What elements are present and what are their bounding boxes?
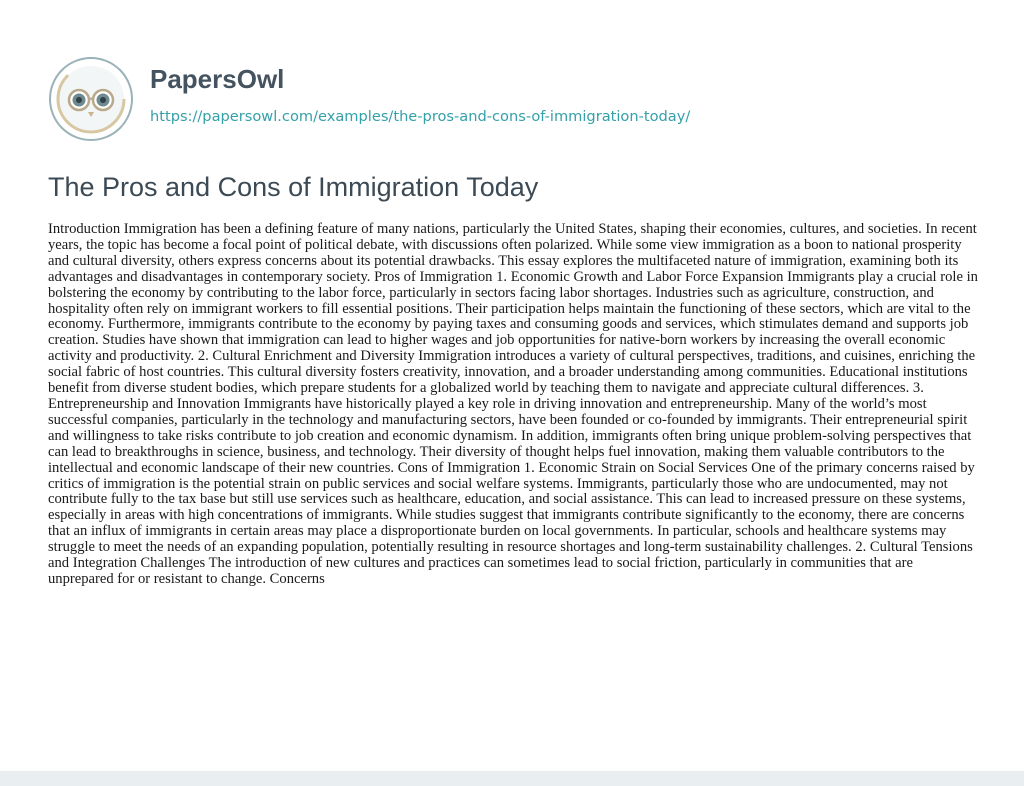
essay-body-text: Introduction Immigration has been a defining feature of many nations, particularly the United States, shaping their economies, cultures, and societies. In recent years, the topic has become a focal point of political debate, with discussions often polarized. While some view immigration as a boon to national prosperity and cultural diversity, others express concerns about its potential drawbacks. This essay explores the multifaceted nature of immigration, examining both its advantages and disadvantages in contemporary society. Pros of Immigration 1. Economic Growth and Labor Force Expansion Immigrants play a crucial role in bolstering the economy by contributing to the labor force, particularly in sectors facing labor shortages. Industries such as agriculture, construction, and hospitality often rely on immigrant workers to fill essential positions. Their participation helps maintain the functioning of these sectors, which are vital to the economy. Furthermore, immigrants contribute to the economy by paying taxes and consuming goods and services, which stimulates demand and supports job creation. Studies have shown that immigration can lead to higher wages and job opportunities for native-born workers by increasing the overall economic activity and productivity. 2. Cultural Enrichment and Diversity Immigration introduces a variety of cultural perspectives, traditions, and cuisines, enriching the social fabric of host countries. This cultural diversity fosters creativity, innovation, and a broader understanding among communities. Educational institutions benefit from diverse student bodies, which prepare students for a globalized world by teaching them to navigate and appreciate cultural differences. 3. Entrepreneurship and Innovation Immigrants have historically played a key role in driving innovation and entrepreneurship. Many of the world’s most successful companies, particularly in the technology and manufacturing sectors, have been founded or co-founded by immigrants. Their entrepreneurial spirit and willingness to take risks contribute to job creation and economic dynamism. In addition, immigrants often bring unique problem-solving perspectives that can lead to breakthroughs in science, business, and technology. Their diversity of thought helps fuel innovation, making them valuable contributors to the intellectual and economic landscape of their new countries. Cons of Immigration 1. Economic Strain on Social Services One of the primary concerns raised by critics of immigration is the potential strain on public services and social welfare systems. Immigrants, particularly those who are undocumented, may not contribute fully to the tax base but still use services such as healthcare, education, and social assistance. This can lead to increased pressure on these systems, especially in areas with high concentrations of immigrants. While studies suggest that immigrants contribute significantly to the economy, there are concerns that an influx of immigrants in certain areas may place a disproportionate burden on local governments. In particular, schools and healthcare systems may struggle to meet the needs of an expanding population, potentially resulting in resource shortages and long-term sustainability challenges. 2. Cultural Tensions and Integration Challenges The introduction of new cultures and practices can sometimes lead to social friction, particularly in communities that are unprepared for or resistant to change. Concerns — [48, 221, 978, 587]
brand-block — [150, 64, 690, 126]
source-url-link[interactable]: https://papersowl.com/examples/the-pros-and-cons-of-immigration-today/ — [150, 108, 691, 125]
brand-name[interactable]: PapersOwl — [150, 64, 285, 94]
footer-bar — [0, 771, 1024, 786]
site-header — [48, 56, 690, 136]
owl-glasses-icon[interactable] — [48, 56, 134, 142]
essay-title: The Pros and Cons of Immigration Today — [48, 172, 539, 202]
